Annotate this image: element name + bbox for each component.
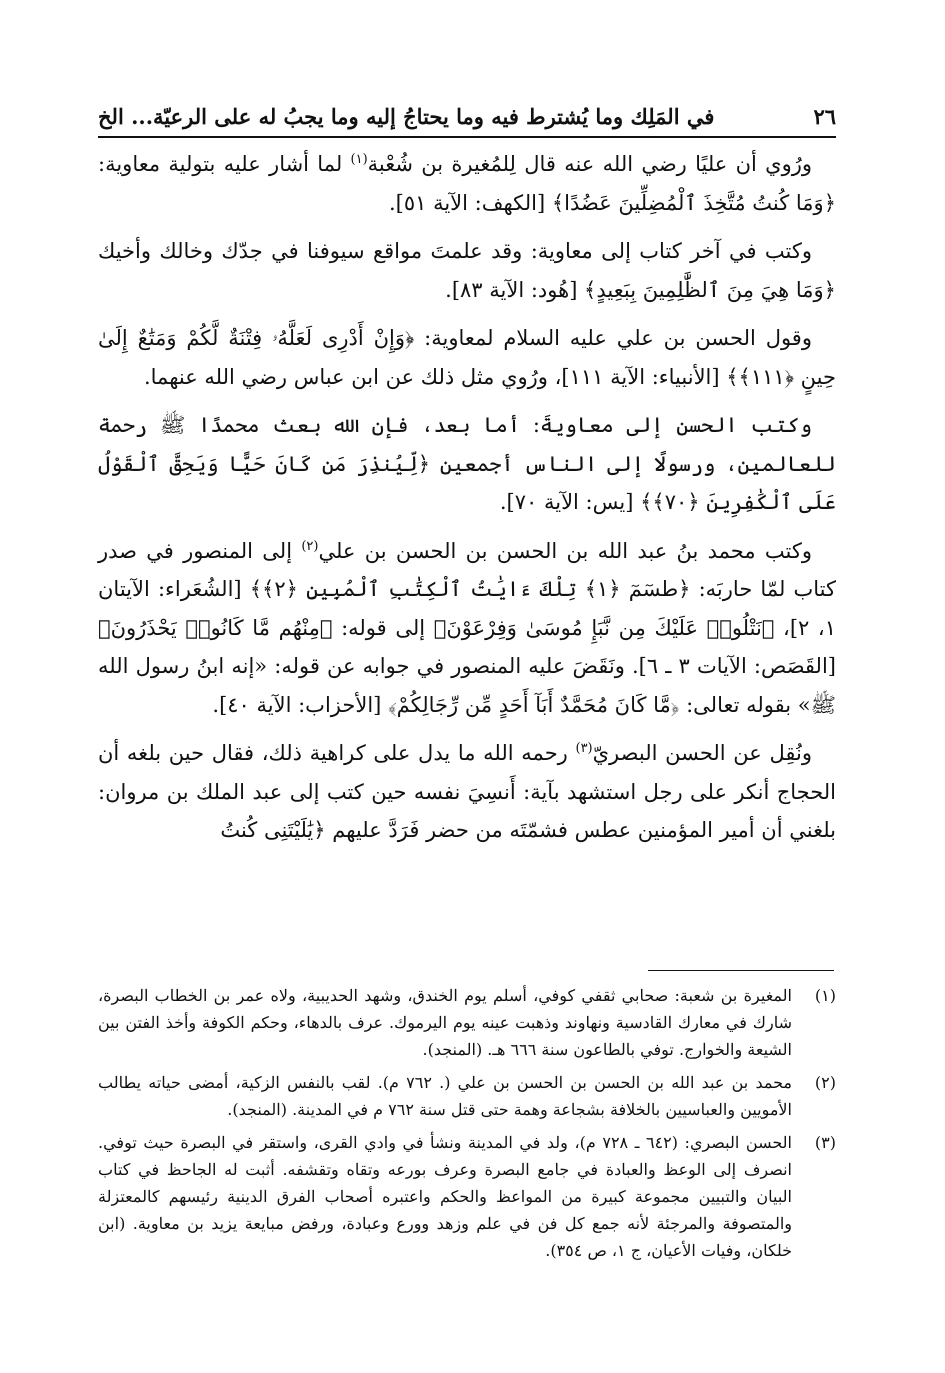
page-number: ٢٦ — [813, 104, 836, 129]
footnote-text: الحسن البصري: (٦٤٢ ـ ٧٢٨ م)، ولد في المدينة ونشأ في وادي القرى، واستقر في البصرة حيث توفي. انصرف إلى الوعظ والعبادة في جامع البصرة وعرف بورعه وتقاه وتقشفه. أثبت له الجاحظ في كتاب البيان والتبيين مجموعة كبيرة من المواعظ والحكم واعتبره أصحاب الفرق الدينية رئيسهم كالمعتزلة والمتصوفة والمرجئة لأنه جمع كل فن في علم وزهد وورع وعبادة، ورفض مبايعة يزيد بن معاوية. (ابن خلكان، وفيات الأعيان، ج ١، ص ٣٥٤). — [98, 1133, 793, 1260]
footnote-ref: (١) — [350, 152, 368, 167]
header-rule — [98, 136, 836, 138]
paragraph: وكتب محمد بنُ عبد الله بن الحسن بن الحسن بن علي$^{(٢)}$ إلى المنصور في صدر كتاب لمّا حاربَه: ﴿طسٓمٓ ﴿١﴾ تِلْكَ ءَايَٰتُ ٱلْكِتَٰبِ ٱلْمُبِينِ ﴿٢﴾﴾ [الشُعَراء: الآيتان ١، ٢]، ﴿نَتْلُوا۟ عَلَيْكَ مِن نَّبَإِ مُوسَىٰ وَفِرْعَوْنَ﴾ إلى قوله: ﴿مِنْهُم مَّا كَانُوا۟ يَحْذَرُونَ﴾ [القَصَص: الآيات ٣ ـ ٦]. ونَقَضَ عليه المنصور في جوابه عن قوله: «إنه ابنُ رسول الله ﷺ» بقوله تعالى: ﴿مَّا كَانَ مُحَمَّدٌ أَبَآ أَحَدٍ مِّن رِّجَالِكُمْ﴾ [الأحزاب: الآية ٤٠]. — [98, 538, 837, 717]
footnote-ref: (٣) — [575, 741, 593, 756]
footnote — [98, 1129, 836, 1264]
footnote-text: المغيرة بن شعبة: صحابي ثقفي كوفي، أسلم يوم الخندق، وشهد الحديبية، ولاه عمر بن الخطاب البصرة، شارك في معارك القادسية ونهاوند وذهبت عينه يوم اليرموك. عرف بالدهاء، وحكم الكوفة وأخذ الفتن بين الشيعة والخوارج. توفي بالطاعون سنة ٦٦٦ هـ. (المنجد). — [98, 986, 792, 1059]
paragraph: وكتب الحسن إلى معاويةَ: أما بعد، فإن الله بعث محمدًا ﷺ رحمة للعالمين، ورسولًا إلى الناس أجمعين ﴿لِّيُنذِرَ مَن كَانَ حَيًّا وَيَحِقَّ ٱلْقَوْلُ عَلَى ٱلْكَٰفِرِينَ ﴿٧٠﴾﴾ [يس: الآية ٧٠]. — [98, 413, 836, 514]
page-header — [98, 88, 836, 132]
footnote-number: (٣) — [814, 1133, 836, 1152]
paragraph: ورُوي أن عليًا رضي الله عنه قال لِلمُغيرة بن شُعْبة$^{(١)}$ لما أشار عليه بتولية معاوية: ﴿وَمَا كُنتُ مُتَّخِذَ ٱلْمُضِلِّينَ عَضُدًا﴾ [الكهف: الآية ٥١]. — [98, 152, 836, 215]
footnotes — [98, 982, 836, 1270]
footnote-separator — [648, 970, 834, 971]
paragraph: ونُقِل عن الحسن البصريّ$^{(٣)}$ رحمه الله ما يدل على كراهية ذلك، فقال حين بلغه أن الحجاج أنكر على رجل استشهد بآية: أَنسِيَ نفسه حين كتب إلى عبد الملك بن مروان: بلغني أن أمير المؤمنين عطس فشمّتَه من حضر فَرَدَّ عليهم ﴿يَٰلَيْتَنِى كُنتُ — [98, 741, 836, 842]
footnote — [98, 982, 836, 1063]
footnote — [98, 1069, 836, 1123]
footnote-text: محمد بن عبد الله بن الحسن بن الحسن بن علي (. ٧٦٢ م). لقب بالنفس الزكية، أمضى حياته يطالب الأمويين والعباسيين بالخلافة بشجاعة وهمة حتى قتل سنة ٧٦٢ م في المدينة. (المنجد). — [98, 1073, 792, 1119]
footnote-number: (٢) — [814, 1073, 836, 1092]
main-text — [98, 145, 836, 850]
footnote-number: (١) — [814, 986, 836, 1005]
paragraph: وكتب في آخر كتاب إلى معاوية: وقد علمتَ مواقع سيوفنا في جدّك وخالك وأخيك ﴿وَمَا هِيَ مِنَ ٱلظَّٰلِمِينَ بِبَعِيدٍ﴾ [هُود: الآية ٨٣]. — [98, 239, 836, 302]
running-title: في المَلِك وما يُشترط فيه وما يحتاجُ إليه وما يجبُ له على الرعيّة... الخ — [98, 104, 715, 129]
footnote-ref: (٢) — [301, 538, 319, 554]
paragraph: وقول الحسن بن علي عليه السلام لمعاوية: ﴿وَإِنْ أَدْرِى لَعَلَّهُۥ فِتْنَةٌ لَّكُمْ وَمَتَٰعٌ إِلَىٰ حِينٍ ﴿١١١﴾﴾ [الأنبياء: الآية ١١١]، ورُوي مثل ذلك عن ابن عباس رضي الله عنهما. — [98, 326, 836, 389]
